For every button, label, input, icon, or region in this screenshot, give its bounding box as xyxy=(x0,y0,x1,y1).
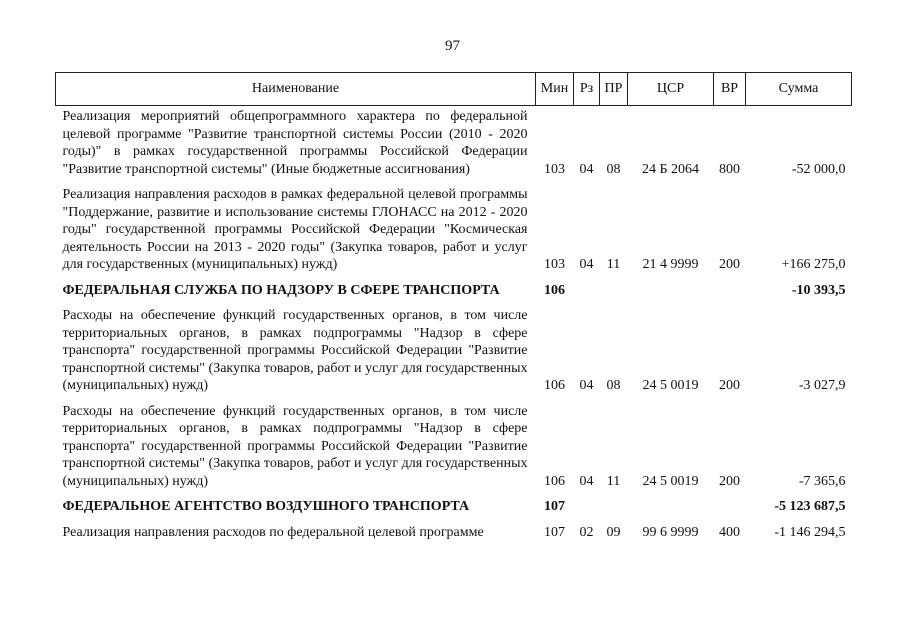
page-number: 97 xyxy=(445,38,460,54)
row-sum: -5 123 687,5 xyxy=(774,499,846,514)
table-row xyxy=(56,403,852,491)
row-pr xyxy=(600,282,628,300)
table-body xyxy=(56,106,852,542)
header-min: Мин xyxy=(536,73,574,106)
row-pr: 11 xyxy=(606,473,621,489)
row-name: ФЕДЕРАЛЬНОЕ АГЕНТСТВО ВОЗДУШНОГО ТРАНСПОРТА xyxy=(62,499,470,514)
row-spacer xyxy=(56,178,852,186)
row-vr: 200 xyxy=(719,473,740,489)
row-vr: 200 xyxy=(719,378,740,393)
row-vr xyxy=(714,498,746,516)
table-row-agency xyxy=(56,282,852,300)
row-sum: -52 000,0 xyxy=(791,161,846,177)
header-pr: ПР xyxy=(600,73,628,106)
table-row-agency xyxy=(56,498,852,516)
header-sum: Сумма xyxy=(746,73,852,106)
row-vr: 200 xyxy=(719,257,740,272)
row-name: ФЕДЕРАЛЬНАЯ СЛУЖБА ПО НАДЗОРУ В СФЕРЕ ТРАНСПОРТА xyxy=(62,282,500,298)
row-min: 103 xyxy=(544,161,565,177)
row-rz xyxy=(574,498,600,516)
row-min: 106 xyxy=(544,473,565,489)
row-vr: 400 xyxy=(719,524,740,540)
row-spacer xyxy=(56,516,852,524)
row-pr: 08 xyxy=(606,161,621,177)
row-csr: 24 Б 2064 xyxy=(641,161,700,177)
row-rz: 04 xyxy=(579,378,594,393)
row-csr: 21 4 9999 xyxy=(642,257,699,272)
row-vr xyxy=(714,282,746,300)
row-csr: 24 5 0019 xyxy=(642,473,699,489)
row-rz: 04 xyxy=(579,473,594,489)
table-row xyxy=(56,307,852,395)
row-csr xyxy=(628,498,714,516)
table-row xyxy=(56,524,852,542)
header-csr: ЦСР xyxy=(628,73,714,106)
row-sum: -10 393,5 xyxy=(791,282,846,298)
row-name: Реализация мероприятий общепрограммного характера по федеральной целевой программе "Развитие транспортной системы России (2010 - 2020 годы)" в рамках государственной программы Российской Федерации "Развитие транспортной системы" (Иные бюджетные ассигнования) xyxy=(62,109,528,177)
header-rz: Рз xyxy=(574,73,600,106)
budget-table xyxy=(55,72,852,541)
row-min: 107 xyxy=(544,524,565,540)
row-min: 107 xyxy=(544,499,565,514)
row-sum: +166 275,0 xyxy=(781,257,846,272)
row-min: 106 xyxy=(544,282,565,298)
row-spacer xyxy=(56,299,852,307)
header-name: Наименование xyxy=(56,73,536,106)
row-sum: -3 027,9 xyxy=(798,378,846,393)
row-pr: 11 xyxy=(606,257,621,272)
row-min: 103 xyxy=(544,257,565,272)
table-header xyxy=(56,73,852,106)
row-pr: 09 xyxy=(606,524,621,540)
row-sum: -7 365,6 xyxy=(798,473,846,489)
row-csr xyxy=(628,282,714,300)
row-spacer xyxy=(56,395,852,403)
row-csr: 24 5 0019 xyxy=(642,378,699,393)
row-pr: 08 xyxy=(606,378,621,393)
header-vr: ВР xyxy=(714,73,746,106)
row-spacer xyxy=(56,490,852,498)
row-name: Реализация направления расходов в рамках федеральной целевой программы "Поддержание, развитие и использование системы ГЛОНАСС на 2012 - 2020 годы" государственной программы Российской Федерации "Космическая деятельность России на 2013 - 2020 годы" (Закупка товаров, работ и услуг для государственных (муниципальных) нужд) xyxy=(62,187,528,272)
row-vr: 800 xyxy=(719,161,740,177)
row-name: Реализация направления расходов по федеральной целевой программе xyxy=(62,524,484,540)
row-pr xyxy=(600,498,628,516)
row-rz: 02 xyxy=(579,524,594,540)
table-row xyxy=(56,186,852,274)
row-min: 106 xyxy=(544,378,565,393)
row-rz: 04 xyxy=(579,257,594,272)
row-rz xyxy=(574,282,600,300)
table-row xyxy=(56,106,852,179)
row-rz: 04 xyxy=(579,161,594,177)
row-name: Расходы на обеспечение функций государственных органов, в том числе территориальных органов, в рамках подпрограммы "Надзор в сфере транспорта" государственной программы Российской Федерации "Развитие транспортной системы" (Закупка товаров, работ и услуг для государственных (муниципальных) нужд) xyxy=(62,308,528,393)
row-name: Расходы на обеспечение функций государственных органов, в том числе территориальных органов, в рамках подпрограммы "Надзор в сфере транспорта" государственной программы Российской Федерации "Развитие транспортной системы" (Закупка товаров, работ и услуг для государственных (муниципальных) нужд) xyxy=(62,403,528,489)
row-sum: -1 146 294,5 xyxy=(774,524,846,540)
row-spacer xyxy=(56,274,852,282)
row-csr: 99 6 9999 xyxy=(642,524,699,540)
